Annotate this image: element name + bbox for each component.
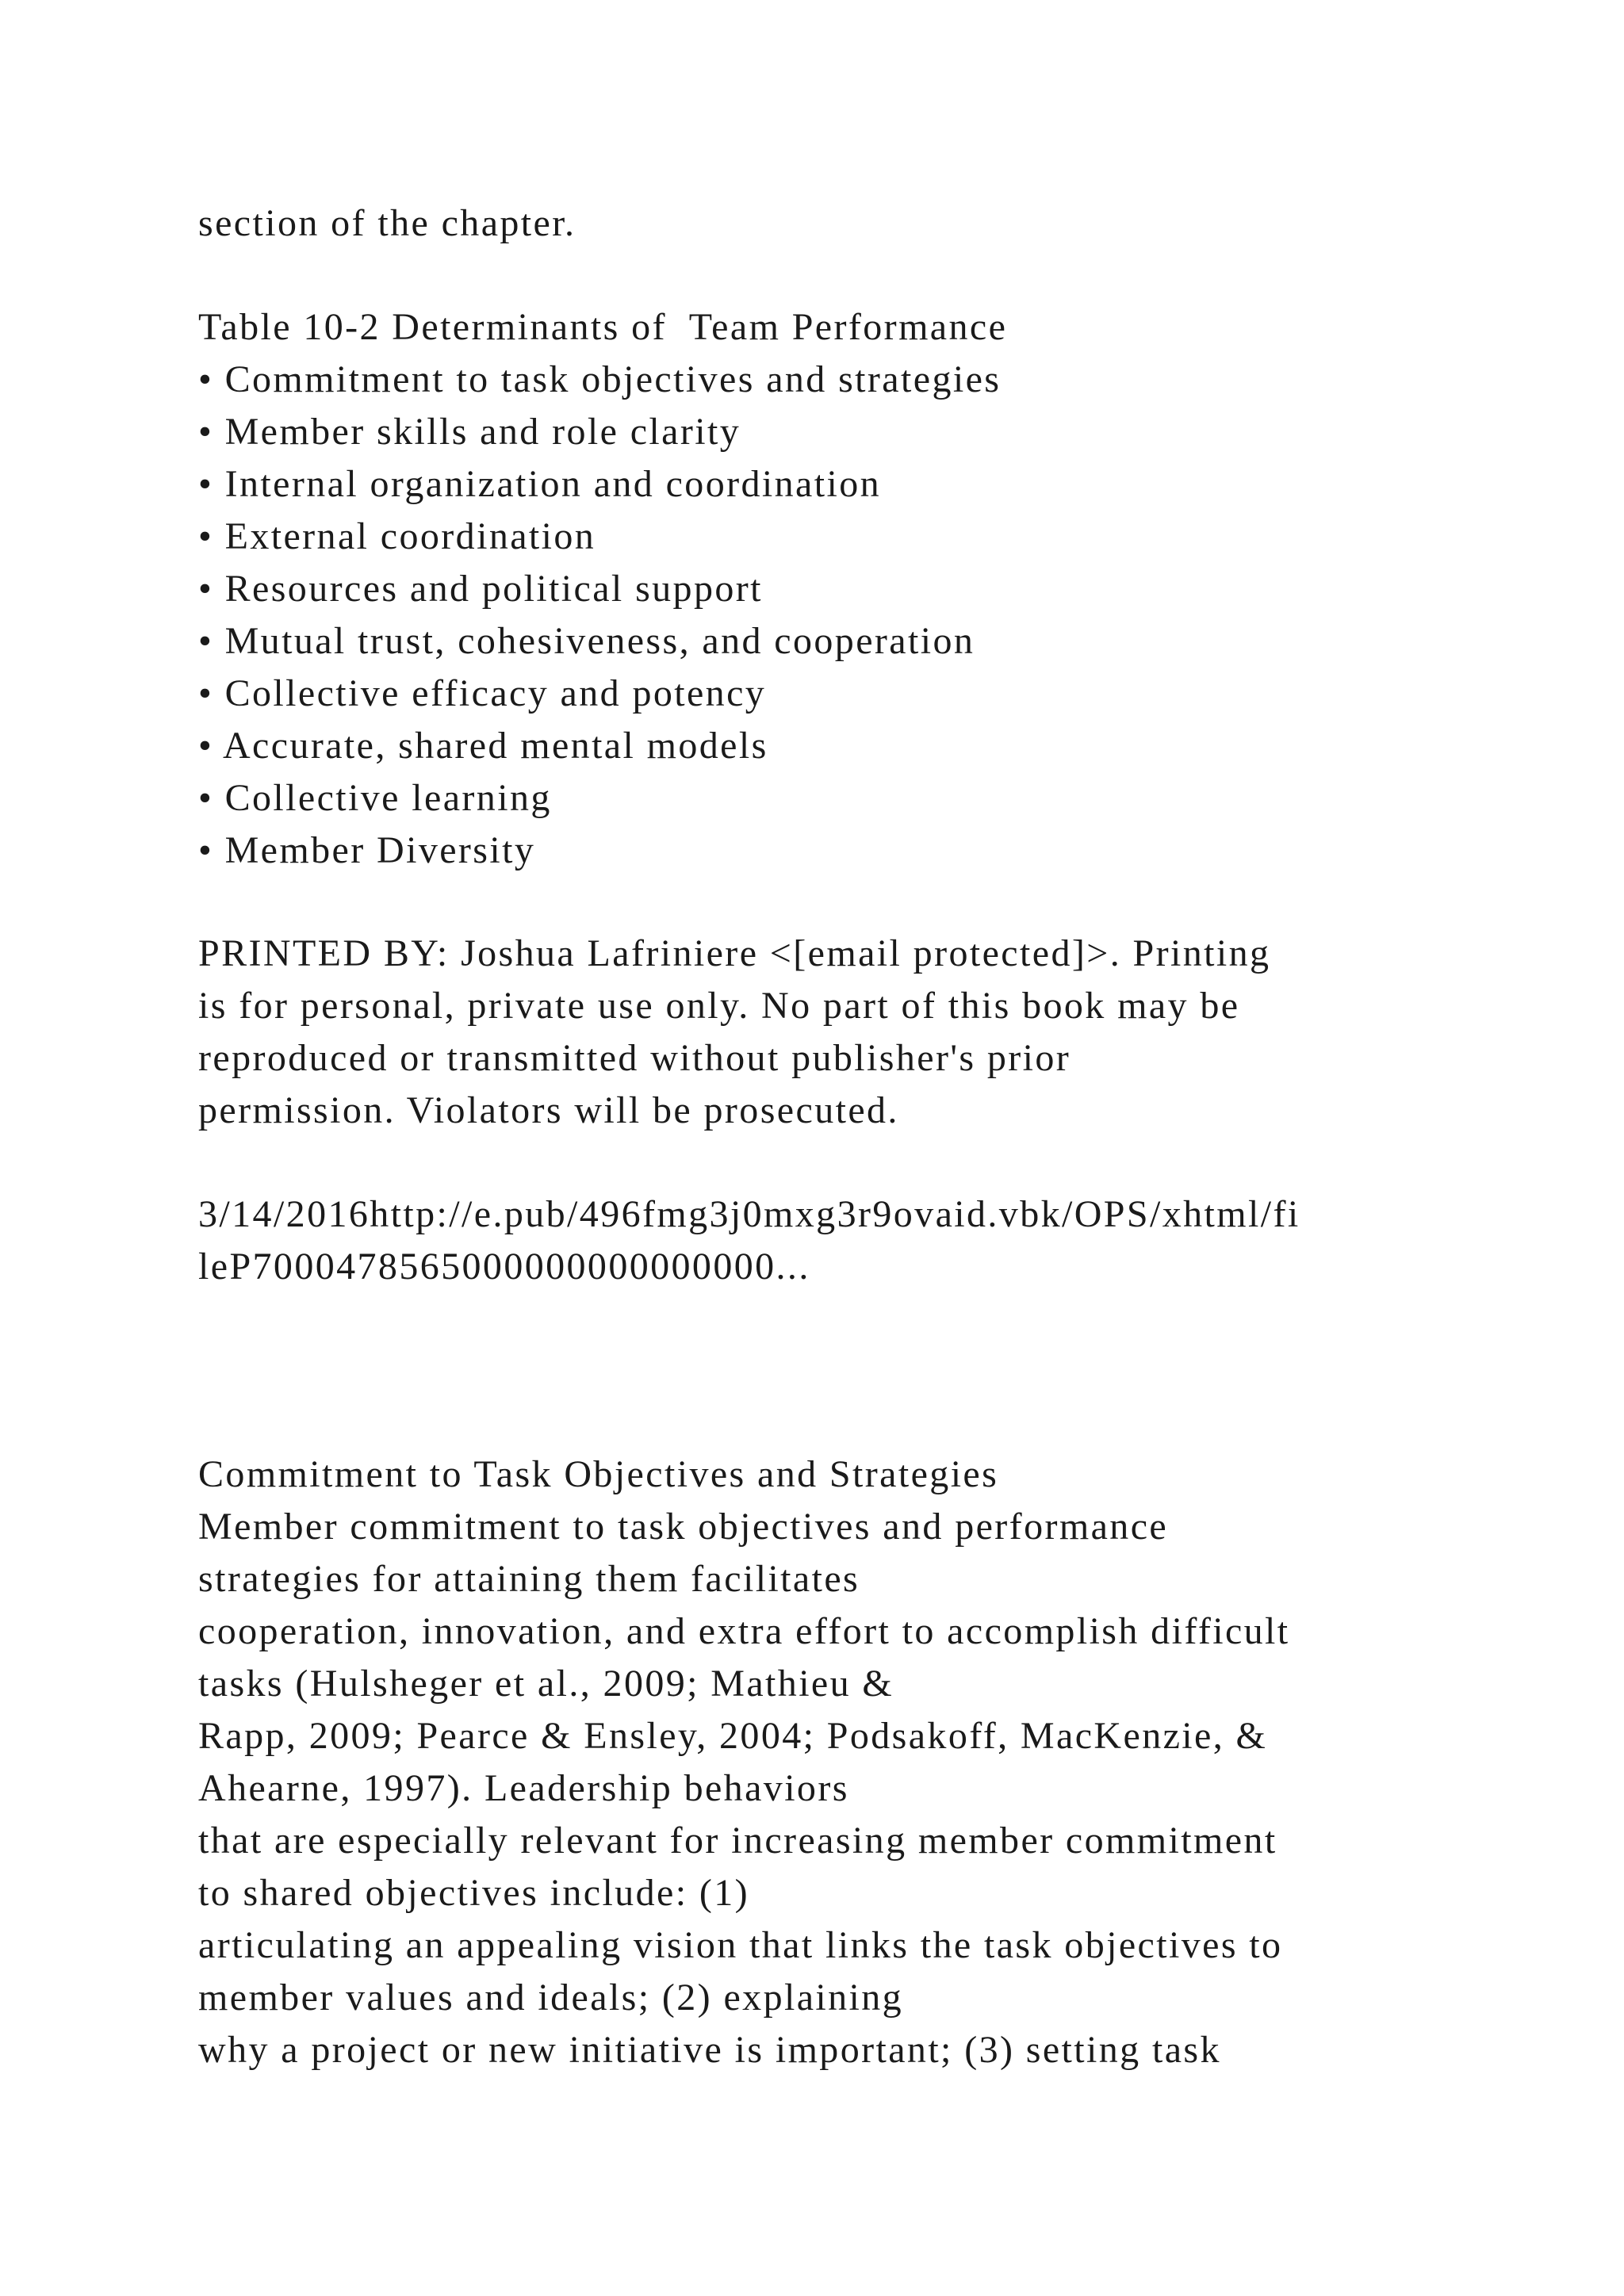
body-line: why a project or new initiative is important; (3) setting task	[198, 2029, 1221, 2071]
notice-line: is for personal, private use only. No part of this book may be	[198, 985, 1240, 1027]
table-item: • Accurate, shared mental models	[198, 725, 768, 767]
body-line: member values and ideals; (2) explaining	[198, 1976, 904, 2019]
table-10-2	[198, 301, 1507, 877]
footer-line: leP7000478565000000000000000...	[198, 1246, 810, 1288]
body-line: tasks (Hulsheger et al., 2009; Mathieu &	[198, 1663, 894, 1705]
section-heading: Commitment to Task Objectives and Strategies	[198, 1453, 999, 1495]
page-footer-url	[198, 1188, 1507, 1293]
notice-line: reproduced or transmitted without publisher's prior	[198, 1037, 1071, 1079]
table-item: • Commitment to task objectives and strategies	[198, 358, 1002, 400]
section-body	[198, 1448, 1507, 2076]
table-title: Table 10-2 Determinants of Team Performance	[198, 306, 1008, 348]
table-item: • Resources and political support	[198, 568, 763, 610]
table-item: • Mutual trust, cohesiveness, and cooperation	[198, 620, 975, 662]
body-line: to shared objectives include: (1)	[198, 1872, 749, 1914]
body-line: Ahearne, 1997). Leadership behaviors	[198, 1767, 849, 1809]
body-line: articulating an appealing vision that links the task objectives to	[198, 1924, 1283, 1966]
notice-line: PRINTED BY: Joshua Lafriniere <[email protected]>. Printing	[198, 932, 1271, 974]
table-item: • Internal organization and coordination	[198, 463, 881, 505]
table-item: • External coordination	[198, 515, 596, 557]
body-line: that are especially relevant for increasing member commitment	[198, 1820, 1277, 1862]
printed-by-notice	[198, 928, 1507, 1137]
body-line: Member commitment to task objectives and performance	[198, 1506, 1169, 1548]
intro-line: section of the chapter.	[198, 202, 576, 244]
table-item: • Member skills and role clarity	[198, 411, 741, 453]
notice-line: permission. Violators will be prosecuted.	[198, 1089, 899, 1131]
table-item: • Member Diversity	[198, 829, 536, 871]
intro-text	[198, 197, 1507, 250]
body-line: cooperation, innovation, and extra effort to accomplish difficult	[198, 1610, 1290, 1652]
table-item: • Collective efficacy and potency	[198, 672, 767, 714]
table-item: • Collective learning	[198, 777, 552, 819]
body-line: Rapp, 2009; Pearce & Ensley, 2004; Podsakoff, MacKenzie, &	[198, 1715, 1268, 1757]
body-line: strategies for attaining them facilitates	[198, 1558, 860, 1600]
footer-line: 3/14/2016http://e.pub/496fmg3j0mxg3r9ovaid.vbk/OPS/xhtml/fi	[198, 1193, 1300, 1235]
